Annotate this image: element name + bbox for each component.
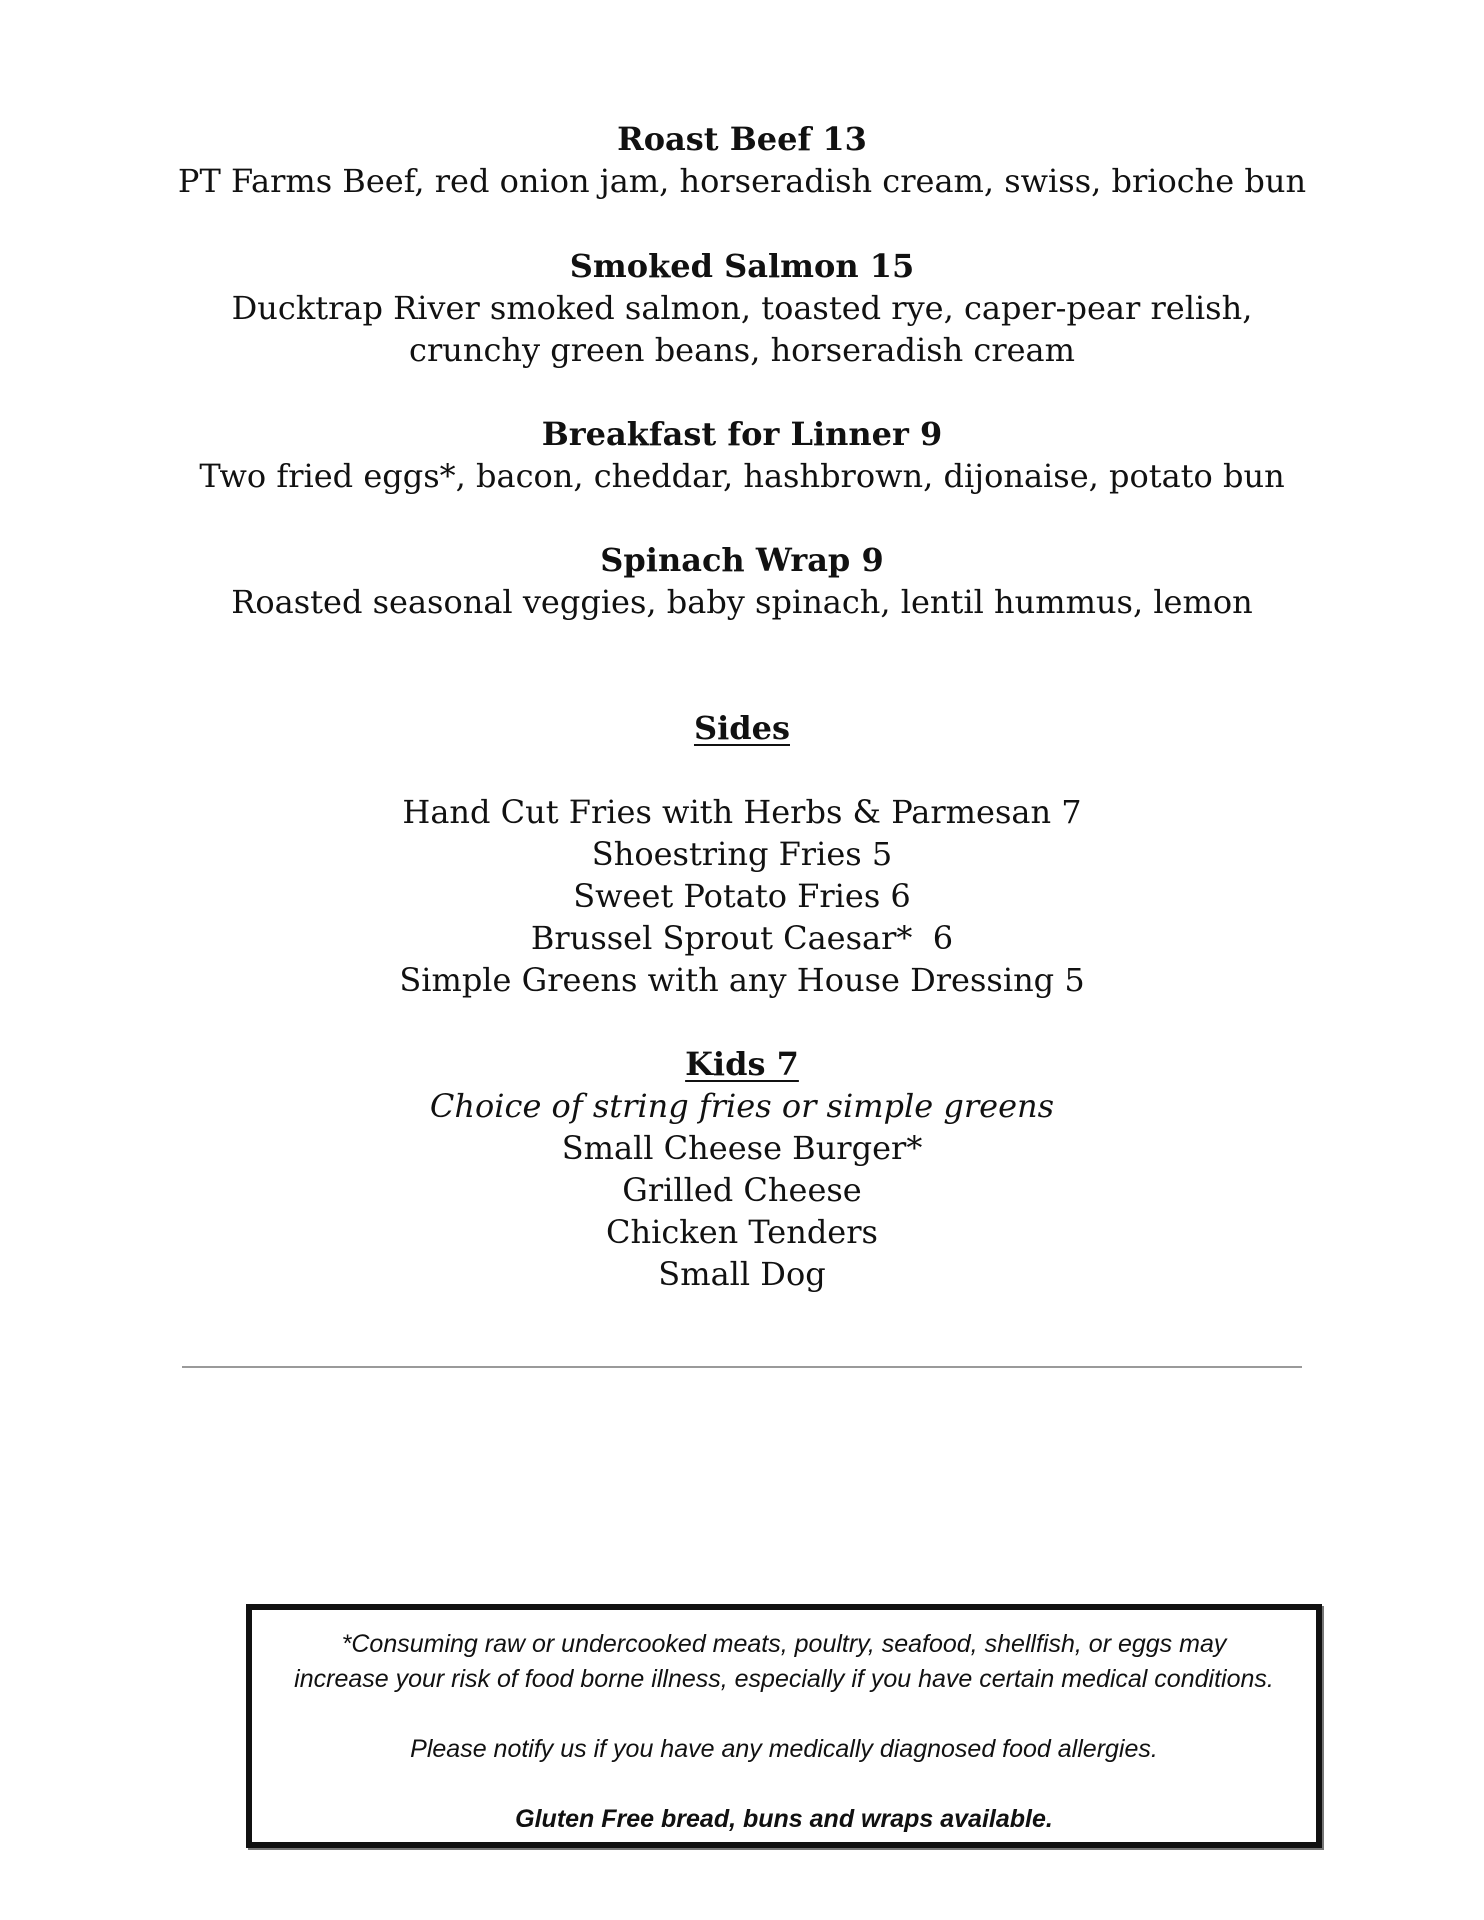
kids-item: Grilled Cheese — [622, 1171, 862, 1209]
side-item: Hand Cut Fries with Herbs & Parmesan 7 — [402, 793, 1082, 831]
menu-item-title: Roast Beef 13 — [617, 120, 867, 158]
side-item: Brussel Sprout Caesar* 6 — [530, 919, 954, 957]
side-item: Simple Greens with any House Dressing 5 — [399, 961, 1085, 999]
notice-line: increase your risk of food borne illness, especially if you have certain medical conditions. — [294, 1665, 1274, 1693]
menu-item-description: Ducktrap River smoked salmon, toasted rye, caper-pear relish, — [231, 289, 1253, 327]
side-item: Shoestring Fries 5 — [591, 835, 893, 873]
menu-item-description: Roasted seasonal veggies, baby spinach, lentil hummus, lemon — [231, 583, 1253, 621]
menu-item-description: Two fried eggs*, bacon, cheddar, hashbrown, dijonaise, potato bun — [199, 457, 1285, 495]
food-safety-notice — [246, 1604, 1322, 1848]
allergy-notice: Please notify us if you have any medically diagnosed food allergies. — [410, 1735, 1158, 1763]
kids-item: Small Dog — [658, 1255, 826, 1293]
kids-item: Chicken Tenders — [606, 1213, 878, 1251]
menu-item-description: PT Farms Beef, red onion jam, horseradish cream, swiss, brioche bun — [177, 162, 1307, 200]
sides-heading: Sides — [693, 709, 790, 747]
kids-item: Small Cheese Burger* — [561, 1129, 923, 1167]
horizontal-divider — [182, 1366, 1302, 1368]
notice-line: *Consuming raw or undercooked meats, poultry, seafood, shellfish, or eggs may — [341, 1630, 1227, 1658]
kids-heading: Kids 7 — [685, 1045, 799, 1083]
menu-item-title: Breakfast for Linner 9 — [541, 415, 943, 453]
kids-note: Choice of string fries or simple greens — [429, 1087, 1055, 1125]
gluten-free-notice: Gluten Free bread, buns and wraps available. — [515, 1805, 1053, 1833]
menu-item-title: Smoked Salmon 15 — [569, 247, 915, 285]
menu-item-title: Spinach Wrap 9 — [600, 541, 884, 579]
side-item: Sweet Potato Fries 6 — [573, 877, 911, 915]
menu-item-description: crunchy green beans, horseradish cream — [409, 331, 1075, 369]
